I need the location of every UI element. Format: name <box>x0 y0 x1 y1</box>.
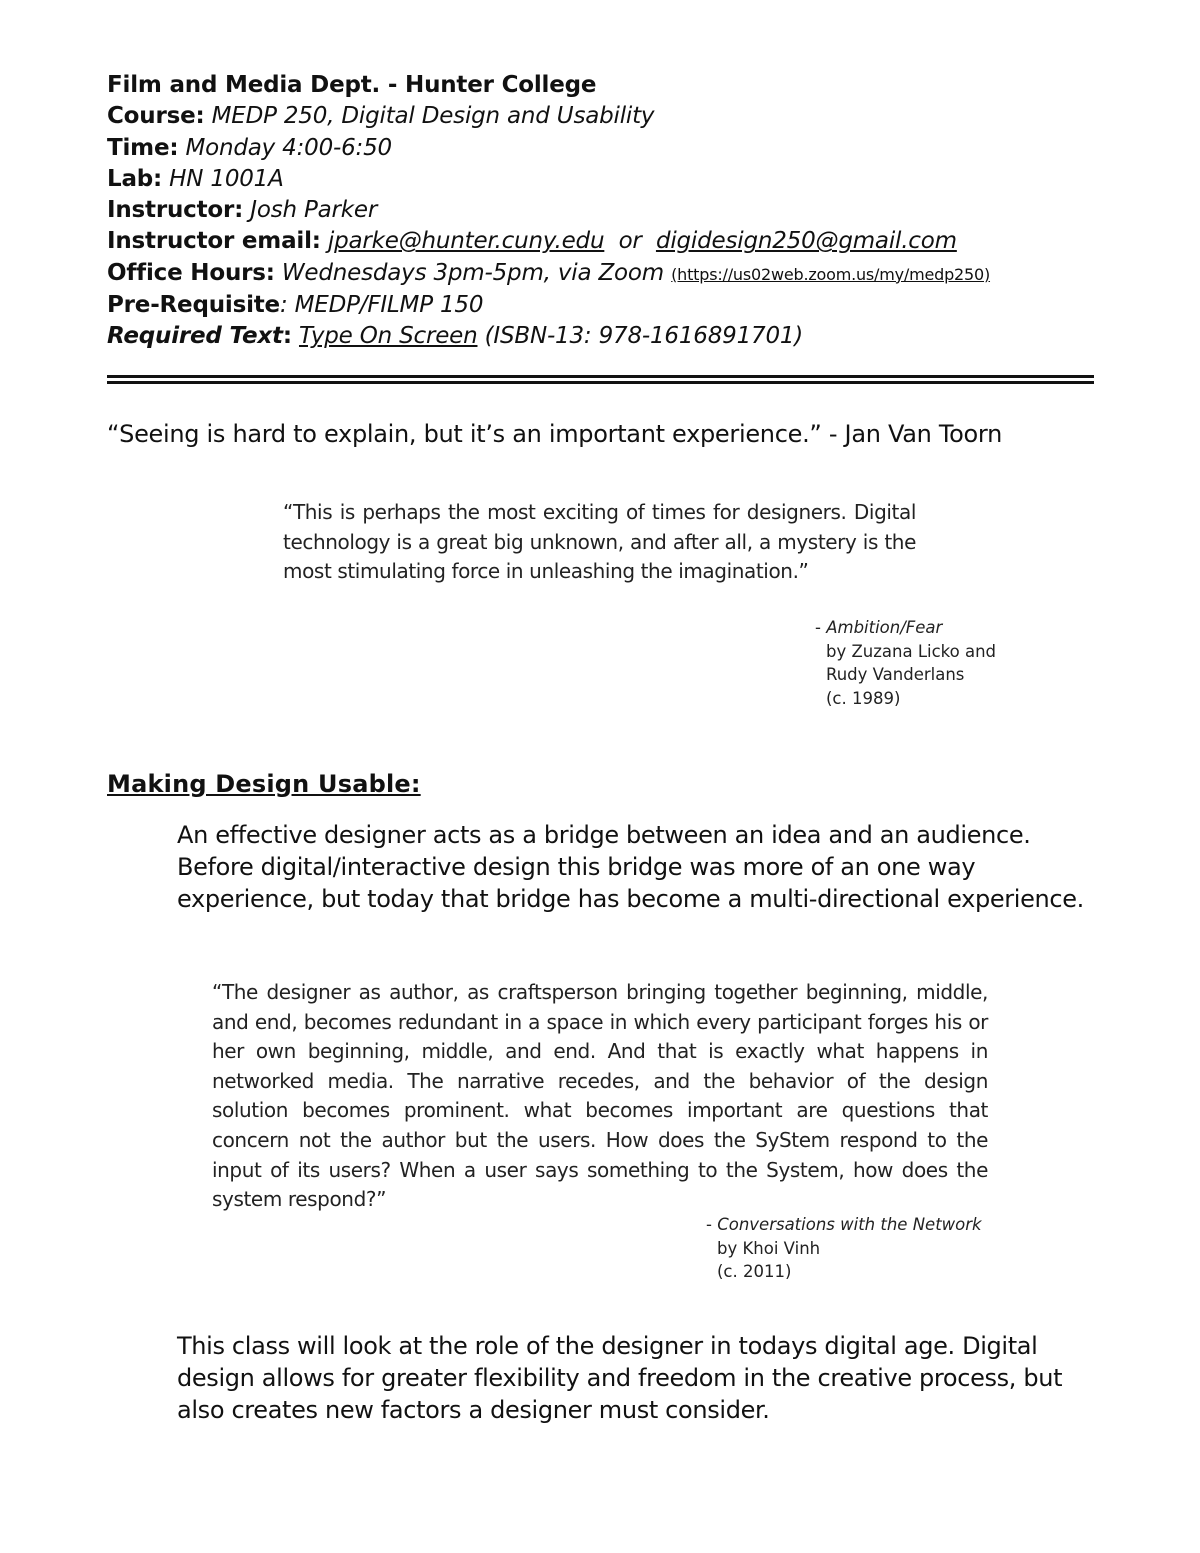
required-text-isbn: (ISBN-13: 978-1616891701) <box>484 323 804 350</box>
prerequisite-value: : MEDP/FILMP 150 <box>279 292 484 319</box>
email-line <box>107 226 1107 257</box>
office-hours-label: Office Hours: <box>107 259 275 286</box>
prerequisite-label: Pre-Requisite <box>107 292 280 319</box>
primary-email-link[interactable]: jparke@hunter.cuny.edu <box>327 228 605 255</box>
attribution-dash: - <box>706 1215 718 1234</box>
attribution-source: Conversations with the Network <box>717 1215 982 1234</box>
course-info-header <box>107 70 1107 353</box>
attribution-dash: - <box>815 618 827 637</box>
required-text-label: Required Text <box>107 323 283 350</box>
office-hours-line <box>107 258 1107 290</box>
instructor-value: Josh Parker <box>250 197 378 224</box>
time-line <box>107 133 1107 164</box>
lab-line <box>107 164 1107 195</box>
required-text-title: Type On Screen <box>298 323 478 350</box>
section-heading: Making Design Usable: <box>107 770 421 798</box>
header-divider-bottom <box>107 381 1094 384</box>
instructor-label: Instructor: <box>107 197 244 224</box>
attribution-source: Ambition/Fear <box>826 618 943 637</box>
header-divider-top <box>107 375 1094 378</box>
class-overview-paragraph <box>177 1331 1107 1426</box>
attribution-source-line <box>815 616 996 640</box>
attribution-vinh <box>706 1213 982 1284</box>
required-text-colon: : <box>282 323 292 350</box>
attribution-author: by Khoi Vinh <box>717 1238 821 1258</box>
time-value: Monday 4:00-6:50 <box>185 134 392 161</box>
attribution-licko <box>815 616 996 710</box>
intro-paragraph <box>177 820 1107 915</box>
epigraph-quote: “Seeing is hard to explain, but it’s an important experience.” - Jan Van Toorn <box>107 420 1002 448</box>
email-or-text: or <box>618 228 642 255</box>
block-quote-vinh <box>212 978 988 1215</box>
attribution-authors: by Zuzana Licko and <box>826 641 997 661</box>
paragraph-text: This class will look at the role of the designer in todays digital age. Digital design allows for greater flexibility and freedom in the creative process, but also creates new factors a designer must consider. <box>177 1332 1063 1424</box>
course-line <box>107 101 1107 132</box>
email-label: Instructor email: <box>107 228 321 255</box>
block-quote-licko <box>283 498 916 587</box>
course-value: MEDP 250, Digital Design and Usability <box>211 103 655 130</box>
lab-value: HN 1001A <box>169 165 284 192</box>
zoom-link[interactable]: (https://us02web.zoom.us/my/medp250) <box>671 264 991 284</box>
paragraph-text: An effective designer acts as a bridge between an idea and an audience. Before digital/interactive design this bridge was more of an one way experience, but today that bridge has become a multi-directional experience. <box>177 821 1084 913</box>
attribution-date: (c. 2011) <box>717 1262 792 1281</box>
department-line: Film and Media Dept. - Hunter College <box>107 72 597 98</box>
required-text-line <box>107 321 1107 352</box>
instructor-line <box>107 195 1107 226</box>
attribution-source-line <box>706 1213 982 1237</box>
attribution-authors-cont: Rudy Vanderlans <box>826 665 965 684</box>
lab-label: Lab: <box>107 165 163 192</box>
quote-text: “The designer as author, as craftsperson bringing together beginning, middle, and end, becomes redundant in a space in which every participant forges his or her own beginning, middle, and end. And that is exactly what happens in networked media. The narrative recedes, and the behavior of the design solution becomes prominent. what becomes important are questions that concern not the author but the users. How does the SyStem respond to the input of its users? When a user says something to the System, how does the system respond?” <box>212 980 988 1212</box>
course-label: Course: <box>107 103 205 130</box>
secondary-email-link[interactable]: digidesign250@gmail.com <box>655 228 957 255</box>
attribution-date: (c. 1989) <box>826 688 901 708</box>
office-hours-value: Wednesdays 3pm-5pm, via Zoom <box>281 259 664 286</box>
prerequisite-line <box>107 290 1107 321</box>
time-label: Time: <box>107 134 179 161</box>
quote-text: “This is perhaps the most exciting of times for designers. Digital technology is a great big unknown, and after all, a mystery is the most stimulating force in unleashing the imagination.” <box>283 500 916 584</box>
